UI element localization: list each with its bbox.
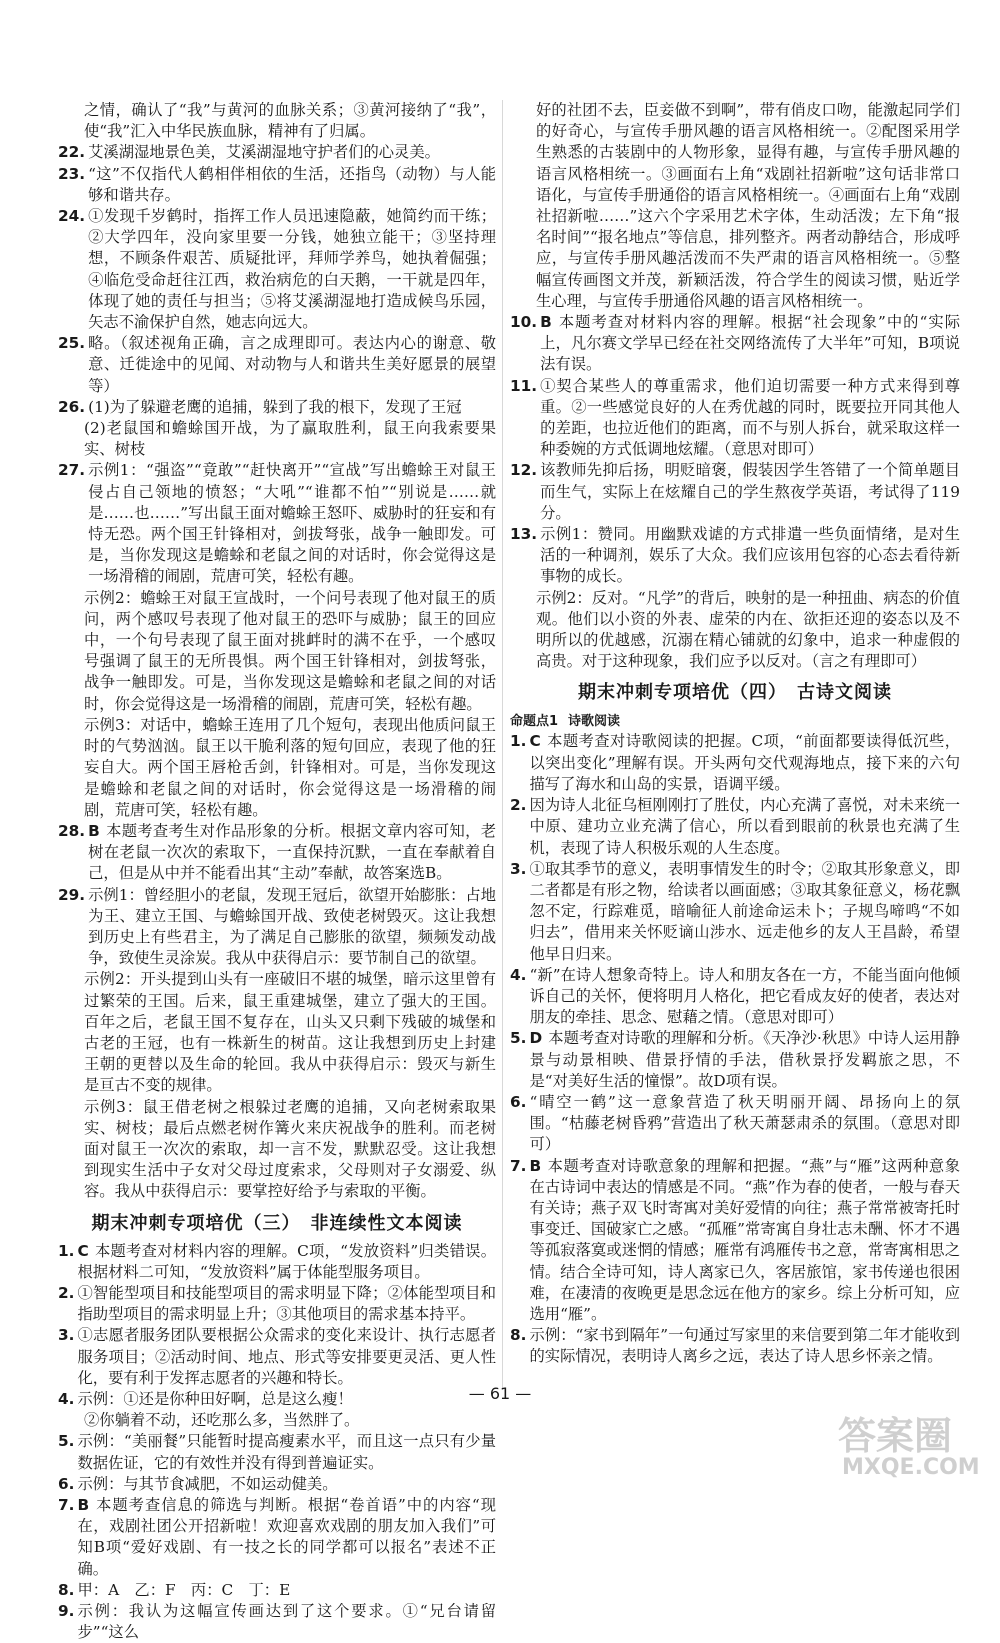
answer-body bbox=[88, 333, 496, 397]
answer-item bbox=[510, 524, 960, 588]
left-column bbox=[58, 100, 496, 1643]
answer-body bbox=[77, 1389, 496, 1410]
question-number: 24. bbox=[58, 207, 86, 226]
answer-text: 本题考查信息的筛选与判断。根据“卷首语”中的内容“现在，戏剧社团公开招新啦！欢迎喜欢戏剧的朋友加入我们”可知B项“爱好戏剧、有一技之长的同学都可以报名”表述不正确。 bbox=[77, 1496, 496, 1578]
answer-text: 示例1：“强盗”“竟敢”“赶快离开”“宣战”写出蟾蜍王对鼠王侵占自己领地的愤怒；“大吼”“谁都不怕”“别说是……就是……也……”写出鼠王面对蟾蜍王怒吓、威胁时的狂妄和有恃无恐。两个国王针锋相对，剑拔弩张，战争一触即发。可是，当你发现这是蟾蜍和老鼠之间的对话时，你会觉得这是一场滑稽的闹剧，荒唐可笑，轻松有趣。 bbox=[88, 461, 496, 586]
watermark-logo bbox=[838, 1405, 988, 1483]
answer-example: ②你躺着不动，还吃那么多，当然胖了。 bbox=[84, 1411, 360, 1430]
answer-choice: B bbox=[529, 1156, 542, 1175]
section-title: 期末冲刺专项培优（四） 古诗文阅读 bbox=[578, 682, 892, 704]
question-number: 7. bbox=[58, 1496, 75, 1514]
answer-body bbox=[529, 1156, 960, 1326]
answer-item bbox=[510, 376, 960, 461]
answer-text: 该教师先抑后扬，明贬暗褒，假装因学生答错了一个简单题目而生气，实际上在炫耀自己的学生熬夜学英语，考试得了119分。 bbox=[540, 461, 960, 522]
answer-item bbox=[510, 965, 960, 1029]
answer-body bbox=[88, 821, 496, 885]
answer-body bbox=[88, 460, 496, 587]
answer-body bbox=[77, 1325, 496, 1389]
answer-body bbox=[529, 1325, 960, 1367]
question-number: 22. bbox=[58, 143, 86, 162]
answer-item bbox=[58, 1389, 496, 1410]
answer-text: 甲：A 乙：F 丙：C 丁：E bbox=[77, 1580, 291, 1599]
answer-item bbox=[510, 859, 960, 965]
answer-item bbox=[58, 821, 496, 885]
question-number: 11. bbox=[510, 376, 538, 395]
answer-item bbox=[510, 795, 960, 859]
question-number: 6. bbox=[510, 1092, 527, 1111]
sub-title bbox=[510, 710, 960, 729]
sub-title-label: 命题点1 bbox=[510, 714, 559, 730]
answer-item bbox=[510, 1092, 960, 1156]
question-number: 9. bbox=[58, 1602, 75, 1621]
answer-text: “这”不仅指代人鹤相伴相依的生活，还指鸟（动物）与人能够和谐共存。 bbox=[88, 164, 496, 204]
section-title: 期末冲刺专项培优（三） 非连续性文本阅读 bbox=[91, 1212, 463, 1234]
answer-item bbox=[58, 164, 496, 206]
answer-body bbox=[88, 164, 496, 206]
continued-text: 之情，确认了“我”与黄河的血脉关系；③黄河接纳了“我”，使“我”汇入中华民族血脉，精神有了归属。 bbox=[84, 101, 496, 141]
question-number: 13. bbox=[510, 525, 538, 544]
question-number: 6. bbox=[58, 1474, 75, 1493]
answer-item bbox=[58, 1241, 496, 1283]
answer-example: 示例2：反对。“凡学”的背后，映射的是一种扭曲、病态的价值观。他们以小资的外表、虚荣的内在、欲拒还迎的姿态以及不明所以的优越感，沉溺在精心铺就的幻象中，追求一种虚假的高贵。对于这种现象，我们应予以反对。（言之有理即可） bbox=[536, 588, 960, 671]
answer-body bbox=[529, 859, 960, 965]
question-number: 29. bbox=[58, 885, 86, 904]
answer-text: 示例：与其节食减肥，不如运动健美。 bbox=[77, 1474, 338, 1493]
answer-text: 艾溪湖湿地景色美，艾溪湖湿地守护者们的心灵美。 bbox=[88, 143, 440, 162]
answer-body bbox=[77, 1580, 496, 1601]
answer-text: 示例：“美丽餐”只能暂时提高瘦素水平，而且这一点只有少量数据佐证，它的有效性并没有得到普遍证实。 bbox=[77, 1432, 496, 1472]
answer-text: 因为诗人北征乌桓刚刚打了胜仗，内心充满了喜悦，对未来统一中原、建功立业充满了信心，所以看到眼前的秋景也充满了生机，表现了诗人积极乐观的人生态度。 bbox=[529, 796, 960, 857]
answer-body bbox=[77, 1601, 496, 1643]
answer-body bbox=[77, 1241, 496, 1283]
answer-item bbox=[58, 1325, 496, 1389]
question-number: 8. bbox=[510, 1326, 527, 1345]
answer-text: 示例1：曾经胆小的老鼠，发现王冠后，欲望开始膨胀：占地为王、建立王国、与蟾蜍国开战、致使老树毁灭。这让我想到历史上有些君主，为了满足自己膨胀的欲望，频频发动战争，致使生灵涂炭。我从中获得启示：要节制自己的欲望。 bbox=[88, 885, 496, 968]
answer-text: ①发现千岁鹤时，指挥工作人员迅速隐蔽，她简约而干练；②大学四年，没向家里要一分钱，她独立能干；③坚持理想，不顾条件艰苦、质疑批评，拜师学养鸟，她执着倔强；④临危受命赶往江西，救治病危的白天鹅，一干就是四年，体现了她的责任与担当；⑤将艾溪湖湿地打造成候鸟乐园，矢志不渝保护自然，她志向远大。 bbox=[88, 207, 496, 332]
answer-text: 示例：①还是你种田好啊，总是这么瘦！ bbox=[77, 1389, 353, 1408]
question-number: 4. bbox=[510, 965, 527, 984]
column-divider bbox=[502, 100, 503, 1390]
answer-item bbox=[510, 731, 960, 795]
question-number: 5. bbox=[58, 1432, 75, 1451]
answer-body bbox=[77, 1495, 496, 1580]
answer-choice: B bbox=[88, 821, 100, 840]
answer-text: 示例：我认为这幅宣传画达到了这个要求。①“兄台请留步”“这么 bbox=[77, 1602, 496, 1642]
answer-body bbox=[540, 376, 960, 461]
answer-body bbox=[529, 731, 960, 795]
answer-body bbox=[77, 1474, 496, 1495]
answer-body bbox=[88, 885, 496, 970]
answer-text: 本题考查对诗歌意象的理解和把握。“燕”与“雁”这两种意象在古诗词中表达的情感是不同。“燕”作为春的使者，一般与春天有关诗；燕子双飞时寄寓对美好爱情的向往；燕子常常被寄托时事变迁、国破家亡之感。“孤雁”常寄寓自身壮志未酬、怀才不遇等孤寂落寞或迷惘的情感；雁常有鸿雁传书之意，常寄寓相思之情。结合全诗可知，诗人离家已久，客居旅馆，家书传递也很困难，在凄清的夜晚更是思念远在他方的家乡。综上分析可知，应选用“雁”。 bbox=[529, 1156, 960, 1323]
question-number: 7. bbox=[510, 1156, 527, 1175]
answer-item bbox=[510, 1028, 960, 1092]
answer-body bbox=[77, 1431, 496, 1473]
answer-item bbox=[510, 312, 960, 376]
answer-text: ①取其季节的意义，表明事情发生的时令；②取其形象意义，即二者都是有形之物，给读者以画面感；③取其象征意义，杨花飘忽不定，行踪难觅，暗喻征人前途命运未卜；子规鸟啼鸣“不如归去”，借用来关怀贬谪山涉水、远走他乡的友人王昌龄，希望他早日归来。 bbox=[529, 859, 960, 963]
answer-text: 本题考查对诗歌阅读的把握。C项，“前面都要读得低沉些，以突出变化”理解有误。开头两句交代观海地点，接下来的六句描写了海水和山岛的实景，语调平缓。 bbox=[529, 732, 960, 793]
answer-text: ①志愿者服务团队要根据公众需求的变化来设计、执行志愿者服务项目；②活动时间、地点、形式等安排要更灵活、更人性化，要有利于发挥志愿者的兴趣和特长。 bbox=[77, 1326, 496, 1387]
answer-text: (1)为了躲避老鹰的追捕，躲到了我的根下，发现了王冠 bbox=[88, 397, 462, 416]
answer-example: 示例3：对话中，蟾蜍王连用了几个短句，表现出他质问鼠王时的气势汹汹。鼠王以干脆利落的短句回应，表现了他的狂妄自大。两个国王唇枪舌剑，针锋相对。可是，当你发现这是蟾蜍和老鼠之间的对话时，你会觉得这是一场滑稽的闹剧，荒唐可笑，轻松有趣。 bbox=[84, 715, 496, 819]
question-number: 3. bbox=[510, 859, 527, 878]
question-number: 2. bbox=[510, 796, 527, 815]
answer-body bbox=[529, 1092, 960, 1156]
question-number: 2. bbox=[58, 1283, 75, 1302]
answer-body bbox=[88, 142, 496, 163]
answer-text: 示例1：赞同。用幽默戏谑的方式排遣一些负面情绪，是对生活的一种调剂，娱乐了大众。我们应该用包容的心态去看待新事物的成长。 bbox=[540, 525, 960, 586]
right-column bbox=[510, 100, 960, 1368]
answer-item bbox=[510, 460, 960, 524]
question-number: 1. bbox=[510, 732, 527, 751]
answer-body bbox=[88, 206, 496, 333]
page-number: — 61 — bbox=[468, 1384, 532, 1403]
answer-item bbox=[58, 1474, 496, 1495]
answer-item bbox=[58, 1601, 496, 1643]
answer-item bbox=[58, 1431, 496, 1473]
question-number: 25. bbox=[58, 334, 86, 353]
question-number: 3. bbox=[58, 1326, 75, 1345]
question-number: 23. bbox=[58, 164, 86, 183]
answer-text: “晴空一鹤”这一意象营造了秋天明丽开阔、昂扬向上的氛围。“枯藤老树昏鸦”营造出了秋天萧瑟肃杀的氛围。（意思对即可） bbox=[529, 1092, 960, 1154]
question-number: 12. bbox=[510, 461, 538, 480]
answer-text: 略。（叙述视角正确，言之成理即可。表达内心的谢意、敬意、迁徙途中的见闻、对动物与人和谐共生美好愿景的展望等） bbox=[88, 334, 496, 395]
answer-body bbox=[540, 524, 960, 588]
answer-choice: B bbox=[77, 1496, 90, 1514]
watermark-url: MXQE.COM bbox=[842, 1455, 980, 1480]
answer-choice: B bbox=[540, 313, 552, 332]
sub-title-text: 诗歌阅读 bbox=[568, 714, 621, 730]
answer-example: 示例2：蟾蜍王对鼠王宣战时，一个问号表现了他对鼠王的质问，两个感叹号表现了他对鼠王的恐吓与威胁；鼠王的回应中，一个句号表现了鼠王面对挑衅时的满不在乎，一个感叹号强调了鼠王的无所畏惧。两个国王针锋相对，剑拔弩张，战争一触即发。可是，当你发现这是蟾蜍和老鼠之间的对话时，你会觉得这是一场滑稽的闹剧，荒唐可笑，轻松有趣。 bbox=[84, 588, 496, 713]
answer-item bbox=[58, 397, 496, 418]
answer-body bbox=[540, 460, 960, 524]
answer-item bbox=[58, 1495, 496, 1580]
answer-item bbox=[58, 142, 496, 163]
answer-item bbox=[510, 1156, 960, 1326]
answer-body bbox=[540, 312, 960, 376]
answer-item bbox=[58, 333, 496, 397]
answer-example: 示例2：开头提到山头有一座破旧不堪的城堡，暗示这里曾有过繁荣的王国。后来，鼠王重建城堡，建立了强大的王国。百年之后，老鼠王国不复存在，山头又只剩下残破的城堡和古老的王冠，也有一株新生的树苗。这让我想到历史上封建王朝的更替以及生命的轮回。我从中获得启示：毁灭与新生是亘古不变的规律。 bbox=[84, 970, 496, 1095]
question-number: 10. bbox=[510, 313, 538, 332]
answer-text: 示例：“家书到隔年”一句通过写家里的来信要到第二年才能收到的实际情况，表明诗人离乡之远，表达了诗人思乡怀亲之情。 bbox=[529, 1326, 960, 1366]
answer-text: 本题考查对材料内容的理解。C项，“发放资料”归类错误。根据材料二可知，“发放资料”属于体能型服务项目。 bbox=[77, 1241, 496, 1281]
answer-item bbox=[58, 206, 496, 333]
answer-text: “新”在诗人想象奇特上。诗人和朋友各在一方，不能当面向他倾诉自己的关怀，便将明月人格化，把它看成友好的使者，表达对朋友的牵挂、思念、慰藉之情。（意思对即可） bbox=[529, 965, 960, 1027]
answer-item bbox=[58, 1580, 496, 1601]
question-number: 28. bbox=[58, 821, 86, 840]
question-number: 1. bbox=[58, 1241, 75, 1260]
answer-choice: C bbox=[529, 732, 541, 751]
question-number: 26. bbox=[58, 397, 86, 416]
answer-body bbox=[529, 1028, 960, 1092]
question-number: 8. bbox=[58, 1580, 75, 1599]
answer-choice: C bbox=[77, 1241, 89, 1260]
answer-text: ①契合某些人的尊重需求，他们迫切需要一种方式来得到尊重。②一些感觉良好的人在秀优越的同时，既要拉开同其他人的差距，也拉近他们的距离，而不与别人拆台，就采取这样一种委婉的方式低调地炫耀。（意思对即可） bbox=[540, 376, 960, 459]
answer-example: 示例3：鼠王借老树之根躲过老鹰的追捕，又向老树索取果实、树枝；最后点燃老树作篝火来庆祝战争的胜利。而老树面对鼠王一次次的索取，却一言不发，默默忍受。这让我想到现实生活中子女对父母过度索求，父母则对子女溺爱、纵容。我从中获得启示：要掌控好给予与索取的平衡。 bbox=[84, 1097, 496, 1201]
answer-choice: D bbox=[529, 1029, 543, 1048]
question-number: 5. bbox=[510, 1029, 527, 1048]
answer-item bbox=[58, 885, 496, 970]
answer-text: 本题考查对诗歌的理解和分析。《天净沙·秋思》中诗人运用静景与动景相映、借景抒情的手法，借秋景抒发羁旅之思，不是“对美好生活的憧憬”。故D项有误。 bbox=[529, 1029, 960, 1090]
answer-text: 本题考查考生对作品形象的分析。根据文章内容可知，老树在老鼠一次次的索取下，一直保持沉默，一直在奉献着自己，但是从中并不能看出其“主动”奉献，故答案选B。 bbox=[88, 821, 496, 883]
answer-body bbox=[88, 397, 496, 418]
answer-body bbox=[529, 795, 960, 859]
question-number: 4. bbox=[58, 1389, 75, 1408]
watermark-text: 答案圈 bbox=[838, 1414, 953, 1458]
answer-example: (2)老鼠国和蟾蜍国开战，为了赢取胜利，鼠王向我索要果实、树枝 bbox=[84, 419, 496, 459]
answer-body bbox=[529, 965, 960, 1029]
answer-item bbox=[58, 1283, 496, 1325]
answer-body bbox=[77, 1283, 496, 1325]
continued-text: 好的社团不去，臣妾做不到啊”，带有俏皮口吻，能激起同学们的好奇心，与宣传手册风趣的语言风格相统一。②配图采用学生熟悉的古装剧中的人物形象，显得有趣，与宣传手册风趣的语言风格相统一。③画面右上角“戏剧社招新啦”这句话非常口语化，与宣传手册通俗的语言风格相统一。④画面右上角“戏剧社招新啦……”这六个字采用艺术字体，生动活泼；左下角“报名时间”“报名地点”等信息，排列整齐。两者动静结合，形成呼应，与宣传手册风趣活泼而不失严肃的语言风格相统一。⑤整幅宣传画图文并茂，新颖活泼，符合学生的阅读习惯，贴近学生心理，与宣传手册通俗风趣的语言风格相统一。 bbox=[536, 101, 960, 310]
answer-text: 本题考查对材料内容的理解。根据“社会现象”中的“实际上，凡尔赛文学早已经在社交网络流传了大半年”可知，B项说法有误。 bbox=[540, 313, 960, 374]
answer-item bbox=[510, 1325, 960, 1367]
question-number: 27. bbox=[58, 461, 86, 480]
answer-item bbox=[58, 460, 496, 587]
answer-text: ①智能型项目和技能型项目的需求明显下降；②体能型项目和指助型项目的需求明显上升；③其他项目的需求基本持平。 bbox=[77, 1283, 496, 1324]
